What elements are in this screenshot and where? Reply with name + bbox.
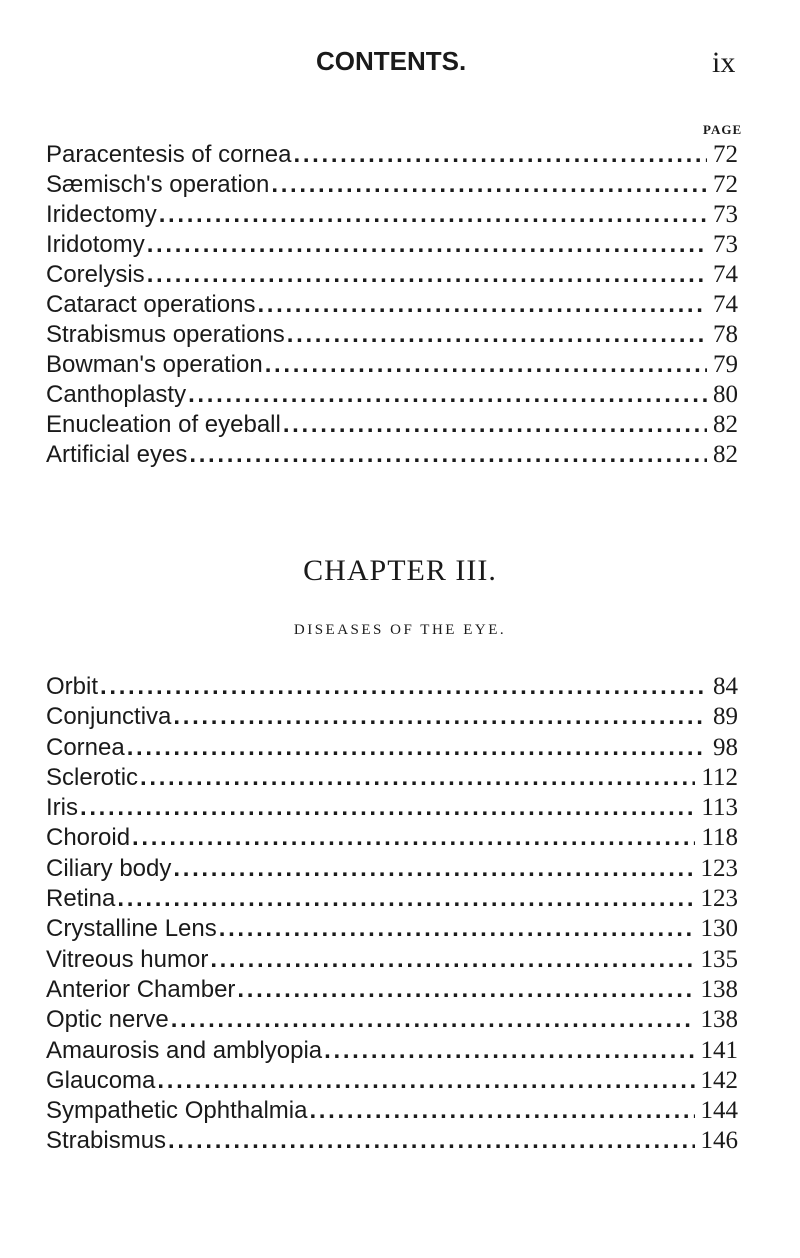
toc-entry-title: Cataract operations <box>46 291 256 318</box>
toc-entry-title: Amaurosis and amblyopia <box>46 1036 323 1064</box>
toc-entry-title: Paracentesis of cornea <box>46 141 292 168</box>
toc-entry <box>46 1036 738 1066</box>
dot-leader <box>257 290 707 320</box>
page-number: ix <box>712 46 736 79</box>
toc-entry-title: Strabismus operations <box>46 321 285 348</box>
toc-entry-title: Conjunctiva <box>46 703 172 731</box>
dot-leader <box>127 733 707 763</box>
toc-entry <box>46 200 738 230</box>
toc-entry <box>46 975 738 1005</box>
page-column-label: PAGE <box>703 122 743 137</box>
toc-entry-page: 141 <box>700 1036 738 1064</box>
toc-list-diseases <box>46 672 738 1157</box>
toc-entry <box>46 1126 738 1156</box>
toc-entry <box>46 230 738 260</box>
dot-leader <box>287 320 707 350</box>
dot-leader <box>324 1036 694 1066</box>
toc-entry-page: 82 <box>713 441 738 468</box>
dot-leader <box>219 914 695 944</box>
dot-leader <box>80 793 695 823</box>
toc-entry-title: Sclerotic <box>46 763 139 791</box>
dot-leader <box>100 672 707 702</box>
dot-leader <box>168 1126 694 1156</box>
toc-entry-page: 138 <box>700 1006 738 1034</box>
dot-leader <box>188 380 707 410</box>
dot-leader <box>237 975 694 1005</box>
toc-entry <box>46 410 738 440</box>
toc-entry-title: Artificial eyes <box>46 441 188 468</box>
toc-entry-page: 74 <box>713 261 738 288</box>
toc-entry-page: 130 <box>700 915 738 943</box>
toc-entry-title: Retina <box>46 885 116 913</box>
toc-entry-page: 138 <box>700 975 738 1003</box>
toc-entry <box>46 672 738 702</box>
dot-leader <box>117 884 694 914</box>
toc-entry-title: Strabismus <box>46 1127 167 1155</box>
toc-entry-page: 72 <box>713 141 738 168</box>
dot-leader <box>132 823 695 853</box>
dot-leader <box>309 1096 694 1126</box>
toc-entry-page: 80 <box>713 381 738 408</box>
toc-entry-title: Crystalline Lens <box>46 915 217 943</box>
toc-entry-page: 73 <box>713 201 738 228</box>
dot-leader <box>265 350 707 380</box>
toc-entry-page: 112 <box>701 763 738 791</box>
toc-entry <box>46 170 738 200</box>
toc-entry <box>46 290 738 320</box>
toc-entry <box>46 733 738 763</box>
toc-entry-title: Iridotomy <box>46 231 145 258</box>
toc-entry-title: Iris <box>46 794 78 822</box>
toc-entry <box>46 884 738 914</box>
toc-entry-page: 84 <box>713 673 738 700</box>
toc-entry-title: Enucleation of eyeball <box>46 411 281 438</box>
toc-entry-page: 118 <box>701 824 738 852</box>
toc-entry-title: Orbit <box>46 673 99 700</box>
toc-entry <box>46 140 738 170</box>
toc-entry <box>46 945 738 975</box>
dot-leader <box>147 260 707 290</box>
toc-entry-title: Vitreous humor <box>46 945 209 973</box>
dot-leader <box>140 763 695 793</box>
toc-entry <box>46 260 738 290</box>
toc-entry-page: 98 <box>713 733 738 761</box>
dot-leader <box>293 140 707 170</box>
toc-entry <box>46 854 738 884</box>
toc-list-operations <box>46 140 738 470</box>
dot-leader <box>173 854 694 884</box>
toc-entry-page: 73 <box>713 231 738 258</box>
toc-entry <box>46 914 738 944</box>
toc-entry-page: 72 <box>713 171 738 198</box>
toc-entry-title: Glaucoma <box>46 1066 156 1094</box>
dot-leader <box>157 1066 694 1096</box>
toc-entry-title: Canthoplasty <box>46 381 187 408</box>
toc-entry-page: 79 <box>713 351 738 378</box>
toc-entry-page: 123 <box>700 854 738 882</box>
toc-entry <box>46 793 738 823</box>
toc-entry-page: 135 <box>700 945 738 973</box>
toc-entry-page: 144 <box>700 1097 738 1125</box>
dot-leader <box>171 1005 695 1035</box>
toc-entry-title: Sæmisch's operation <box>46 171 270 198</box>
toc-entry-title: Sympathetic Ophthalmia <box>46 1097 308 1125</box>
toc-entry <box>46 320 738 350</box>
toc-entry-page: 82 <box>713 411 738 438</box>
dot-leader <box>283 410 707 440</box>
toc-entry-title: Bowman's operation <box>46 351 263 378</box>
toc-entry-title: Cornea <box>46 733 125 761</box>
toc-entry-page: 74 <box>713 291 738 318</box>
running-head <box>0 46 800 86</box>
toc-entry-page: 123 <box>700 885 738 913</box>
toc-entry <box>46 350 738 380</box>
toc-entry-page: 78 <box>713 321 738 348</box>
toc-entry-title: Anterior Chamber <box>46 975 236 1003</box>
dot-leader <box>271 170 707 200</box>
toc-entry <box>46 1005 738 1035</box>
running-title: CONTENTS. <box>316 46 467 76</box>
dot-leader <box>159 200 707 230</box>
toc-entry-page: 89 <box>713 703 738 731</box>
toc-entry-page: 142 <box>700 1066 738 1094</box>
toc-entry-title: Optic nerve <box>46 1006 169 1034</box>
toc-entry <box>46 380 738 410</box>
dot-leader <box>210 945 694 975</box>
toc-entry-page: 113 <box>701 794 738 822</box>
toc-entry-title: Ciliary body <box>46 854 172 882</box>
toc-entry-page: 146 <box>700 1127 738 1155</box>
chapter-heading: CHAPTER III. <box>303 554 497 587</box>
toc-entry <box>46 1096 738 1126</box>
dot-leader <box>147 230 707 260</box>
dot-leader <box>173 702 707 732</box>
toc-entry <box>46 823 738 853</box>
toc-entry-title: Corelysis <box>46 261 145 288</box>
toc-entry <box>46 1066 738 1096</box>
toc-entry-title: Choroid <box>46 824 131 852</box>
chapter-subtitle: DISEASES OF THE EYE. <box>293 622 507 638</box>
toc-entry-title: Iridectomy <box>46 201 157 228</box>
toc-entry <box>46 440 738 470</box>
toc-entry <box>46 763 738 793</box>
toc-entry <box>46 702 738 732</box>
dot-leader <box>189 440 707 470</box>
